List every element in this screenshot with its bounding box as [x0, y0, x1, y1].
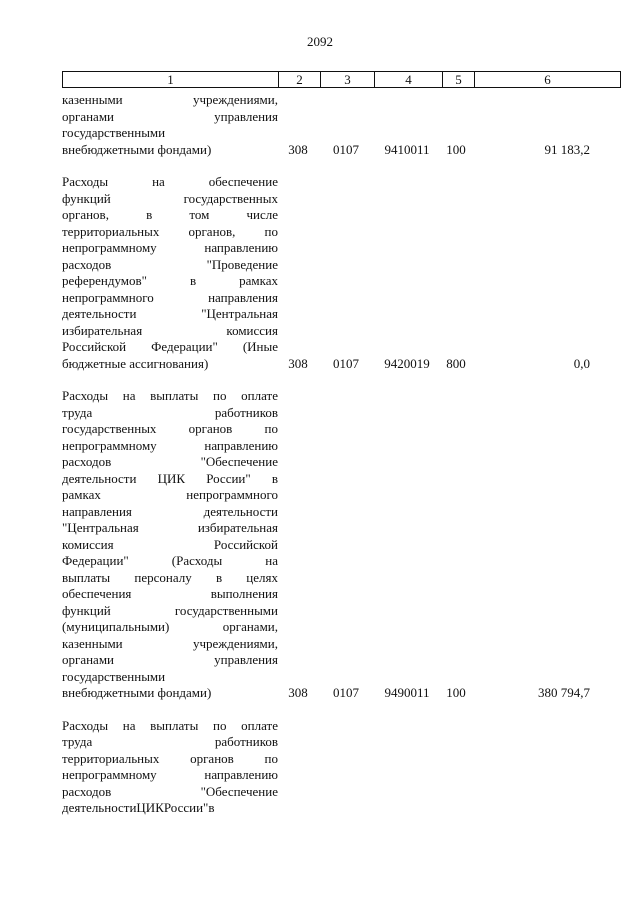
description-word: выплаты — [150, 388, 199, 403]
row-cell-c5: 100 — [446, 141, 466, 157]
description-word: расходов — [62, 454, 112, 469]
row-cell-c3: 0107 — [333, 141, 359, 157]
description-word: по — [213, 388, 227, 403]
column-header-table — [62, 71, 621, 88]
description-word: органами — [62, 108, 115, 124]
description-word: по — [264, 750, 278, 766]
column-header-6: 6 — [475, 72, 621, 88]
row-description — [62, 388, 278, 702]
row-description — [62, 174, 278, 372]
description-line — [62, 636, 278, 653]
description-line — [62, 553, 278, 570]
table-row — [0, 718, 640, 817]
description-line — [62, 586, 278, 603]
description-line — [62, 751, 278, 768]
row-cell-c4: 9490011 — [384, 685, 430, 700]
description-line — [62, 142, 278, 159]
description-line — [62, 471, 278, 488]
description-word: государственных — [62, 421, 157, 436]
description-word: территориальных — [62, 750, 160, 766]
column-header-4: 4 — [375, 72, 443, 88]
description-word: Расходы — [62, 388, 109, 403]
description-word: направлению — [204, 240, 278, 255]
row-cell-c4: 9420019 — [384, 355, 430, 371]
description-word: в — [208, 800, 215, 815]
description-word: деятельности — [203, 503, 278, 519]
description-word: на — [122, 388, 136, 403]
description-line — [62, 669, 278, 686]
description-word: рамках — [239, 273, 278, 288]
description-word: расходов — [62, 256, 112, 272]
description-word: выполнения — [210, 586, 278, 601]
row-description — [62, 92, 278, 158]
description-line — [62, 356, 278, 373]
row-description — [62, 718, 278, 817]
description-line — [62, 174, 278, 191]
description-word: по — [213, 717, 227, 733]
column-header-3: 3 — [321, 72, 375, 88]
description-word: комиссия — [226, 322, 278, 338]
description-word: числе — [246, 207, 278, 222]
description-line — [62, 504, 278, 521]
description-word: непрограммного — [186, 487, 278, 502]
description-word: оплате — [241, 388, 278, 403]
description-word: "Центральная — [201, 306, 278, 321]
description-word: обеспечение — [208, 174, 278, 189]
description-word: России" — [163, 800, 209, 815]
row-cell-c2: 308 — [288, 685, 308, 700]
page-number: 2092 — [307, 34, 333, 49]
description-word: деятельности — [62, 800, 137, 815]
description-word: внебюджетными фондами) — [62, 141, 212, 157]
description-word: ЦИК — [157, 470, 186, 486]
description-line — [62, 718, 278, 735]
description-word: выплаты — [150, 717, 199, 733]
description-word: непрограммному — [62, 240, 157, 255]
description-line — [62, 800, 278, 817]
description-word: оплате — [241, 717, 278, 733]
description-line — [62, 323, 278, 340]
column-header-1: 1 — [63, 72, 279, 88]
description-word: (Расходы — [171, 553, 223, 568]
description-word: Российской — [62, 339, 127, 354]
table-row — [0, 388, 640, 702]
description-line — [62, 454, 278, 471]
description-word: Расходы — [62, 717, 109, 733]
description-line — [62, 224, 278, 241]
description-word: государственными — [174, 602, 278, 618]
description-word: работников — [214, 404, 278, 420]
description-line — [62, 92, 278, 109]
description-word: "Центральная — [62, 520, 139, 535]
description-word: труда — [62, 734, 93, 749]
description-word: избирательная — [197, 520, 278, 535]
description-word: (муниципальными) — [62, 619, 170, 634]
description-line — [62, 191, 278, 208]
description-line — [62, 619, 278, 636]
row-cell-c6: 0,0 — [573, 355, 590, 371]
row-cell-c5: 800 — [446, 355, 466, 371]
description-word: учреждениями, — [192, 635, 278, 651]
description-word: казенными — [62, 635, 123, 651]
description-word: учреждениями, — [192, 92, 278, 107]
description-word: рамках — [62, 487, 101, 502]
description-word: Российской — [213, 536, 278, 552]
description-word: направления — [62, 503, 132, 519]
row-cell-c5: 100 — [446, 685, 466, 700]
description-word: обеспечения — [62, 586, 132, 601]
description-word: непрограммному — [62, 767, 157, 782]
description-word: в — [271, 470, 278, 486]
description-word: органов — [188, 421, 233, 436]
description-word: органов, — [188, 223, 236, 239]
description-line — [62, 685, 278, 702]
description-word: "Обеспечение — [200, 783, 278, 799]
description-word: казенными — [62, 92, 123, 107]
description-word: управления — [214, 652, 278, 667]
description-line — [62, 306, 278, 323]
row-cell-c3: 0107 — [333, 355, 359, 371]
description-line — [62, 487, 278, 504]
description-word: непрограммного — [62, 289, 154, 305]
description-word: в — [146, 207, 153, 222]
row-cell-c2: 308 — [288, 355, 308, 371]
description-line — [62, 784, 278, 801]
description-line — [62, 207, 278, 224]
table-row — [0, 174, 640, 372]
description-word: работников — [214, 734, 278, 749]
description-line — [62, 537, 278, 554]
description-word: комиссия — [62, 536, 114, 552]
description-word: Федерации" — [151, 339, 218, 354]
description-word: государственных — [183, 190, 278, 206]
description-line — [62, 240, 278, 257]
description-line — [62, 570, 278, 587]
table-row — [0, 92, 640, 158]
description-word: деятельности — [62, 306, 137, 321]
description-line — [62, 388, 278, 405]
description-line — [62, 438, 278, 455]
description-word: России" — [206, 470, 251, 486]
description-word: функций — [62, 190, 111, 206]
description-word: референдумов" — [62, 273, 147, 288]
description-word: органов, — [62, 207, 109, 222]
description-line — [62, 290, 278, 307]
description-line — [62, 405, 278, 422]
description-word: деятельности — [62, 470, 137, 486]
description-word: расходов — [62, 783, 112, 799]
description-word: в — [189, 273, 197, 288]
description-word: труда — [62, 404, 93, 420]
description-word: государственными — [62, 668, 166, 684]
description-word: по — [264, 421, 278, 436]
description-word: на — [152, 174, 165, 189]
description-word: "Обеспечение — [200, 454, 278, 469]
description-word: органами — [62, 652, 115, 667]
description-word: государственными — [62, 125, 166, 140]
description-word: "Проведение — [206, 256, 278, 272]
description-word: персоналу — [134, 569, 192, 585]
description-word: внебюджетными фондами) — [62, 685, 212, 700]
description-line — [62, 603, 278, 620]
description-word: Федерации" — [62, 553, 129, 568]
row-cell-c3: 0107 — [333, 685, 359, 700]
column-header-2: 2 — [279, 72, 321, 88]
column-header-5: 5 — [443, 72, 475, 88]
description-word: Расходы — [62, 174, 109, 189]
description-line — [62, 125, 278, 142]
description-word: направлению — [204, 437, 278, 453]
description-word: в — [215, 569, 223, 585]
description-word: ЦИК — [136, 800, 164, 815]
description-line — [62, 257, 278, 274]
description-line — [62, 520, 278, 537]
description-line — [62, 421, 278, 438]
description-word: по — [264, 223, 278, 239]
description-word: выплаты — [62, 569, 111, 585]
row-cell-c6: 380 794,7 — [538, 685, 590, 700]
description-word: целях — [246, 569, 278, 585]
column-header-row — [63, 72, 621, 88]
description-line — [62, 734, 278, 751]
description-word: непрограммному — [62, 437, 157, 453]
description-word: управления — [214, 108, 278, 124]
description-word: (Иные — [242, 339, 278, 354]
description-word: на — [265, 553, 278, 568]
description-word: на — [122, 717, 136, 733]
description-word: бюджетные ассигнования) — [62, 355, 209, 371]
description-line — [62, 652, 278, 669]
description-word: функций — [62, 602, 111, 618]
description-word: органов — [190, 750, 234, 766]
description-line — [62, 339, 278, 356]
description-line — [62, 767, 278, 784]
description-word: направлению — [204, 767, 278, 782]
description-word: направления — [208, 289, 278, 305]
description-word: органами, — [222, 619, 278, 634]
row-cell-c2: 308 — [288, 141, 308, 157]
description-word: избирательная — [62, 322, 143, 338]
row-cell-c6: 91 183,2 — [544, 141, 590, 157]
description-line — [62, 273, 278, 290]
row-cell-c4: 9410011 — [384, 141, 430, 157]
description-word: территориальных — [62, 223, 160, 239]
description-line — [62, 109, 278, 126]
description-word: том — [189, 207, 210, 222]
